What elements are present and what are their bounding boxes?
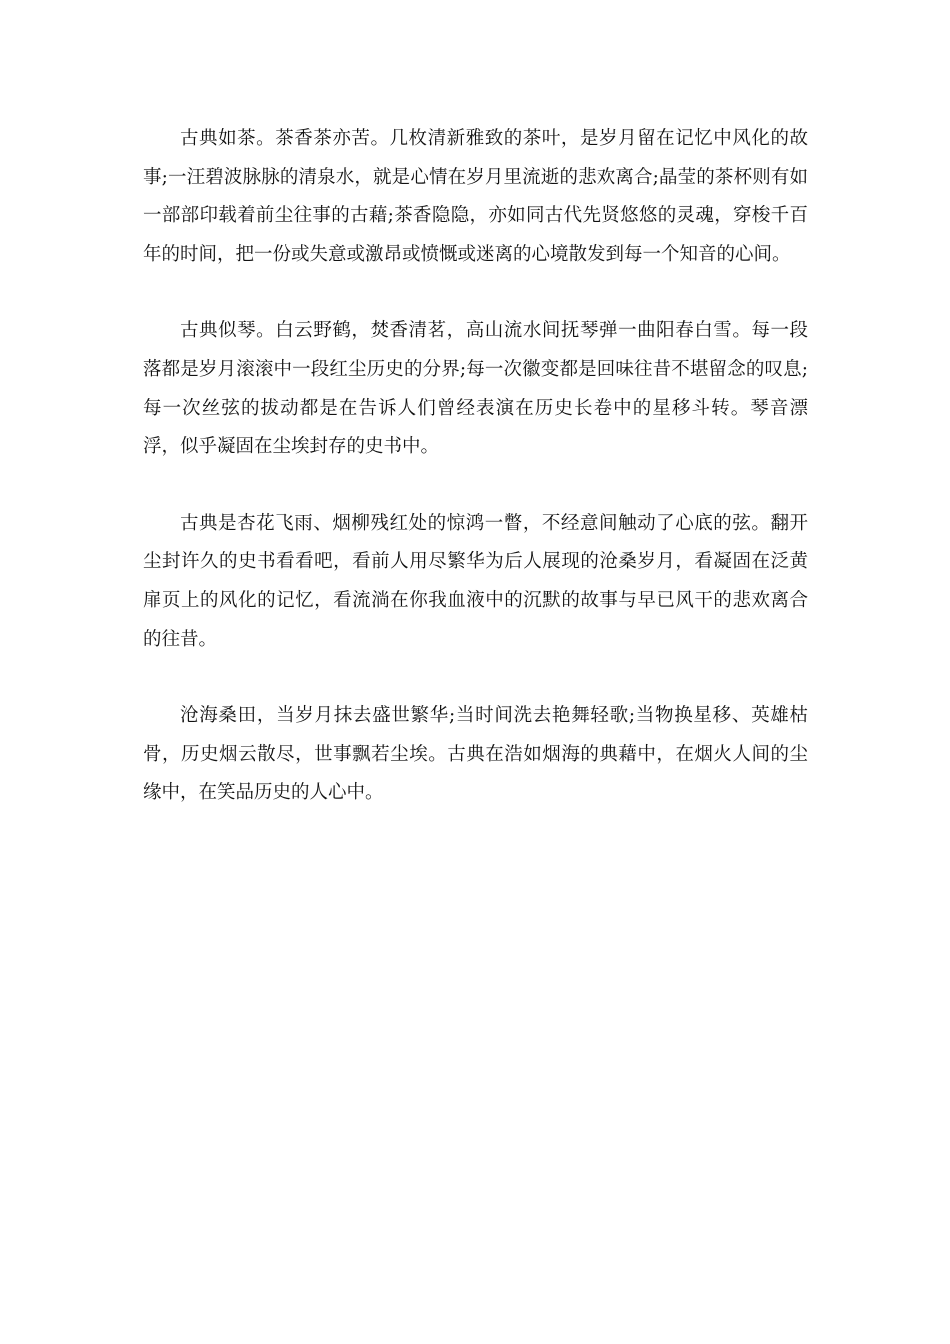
paragraph-vicissitudes: 沧海桑田，当岁月抹去盛世繁华;当时间洗去艳舞轻歌;当物换星移、英雄枯骨，历史烟云散尽，世事飘若尘埃。古典在浩如烟海的典藉中，在烟火人间的尘缘中，在笑品历史的人心中。 — [143, 705, 808, 804]
paragraph-tea: 古典如茶。茶香茶亦苦。几枚清新雅致的茶叶，是岁月留在记忆中风化的故事;一汪碧波脉脉的清泉水，就是心情在岁月里流逝的悲欢离合;晶莹的茶杯则有如一部部印载着前尘往事的古藉;茶香隐隐，亦如同古代先贤悠悠的灵魂，穿梭千百年的时间，把一份或失意或激昂或愤慨或迷离的心境散发到每一个知音的心间。 — [143, 128, 808, 265]
paragraph-spacer — [143, 467, 808, 505]
paragraph-spacer — [143, 659, 808, 697]
paragraph-apricot-rain: 古典是杏花飞雨、烟柳残红处的惊鸿一瞥，不经意间触动了心底的弦。翻开尘封许久的史书看看吧，看前人用尽繁华为后人展现的沧桑岁月，看凝固在泛黄扉页上的风化的记忆，看流淌在你我血液中的沉默的故事与早已风干的悲欢离合的往昔。 — [143, 512, 808, 650]
paragraph-qin: 古典似琴。白云野鹤，焚香清茗，高山流水间抚琴弹一曲阳春白雪。每一段落都是岁月滚滚中一段红尘历史的分界;每一次徽变都是回味往昔不堪留念的叹息;每一次丝弦的拔动都是在告诉人们曾经表演在历史长卷中的星移斗转。琴音漂浮，似乎凝固在尘埃封存的史书中。 — [143, 320, 808, 458]
document-body — [143, 120, 808, 813]
paragraph-spacer — [143, 274, 808, 312]
